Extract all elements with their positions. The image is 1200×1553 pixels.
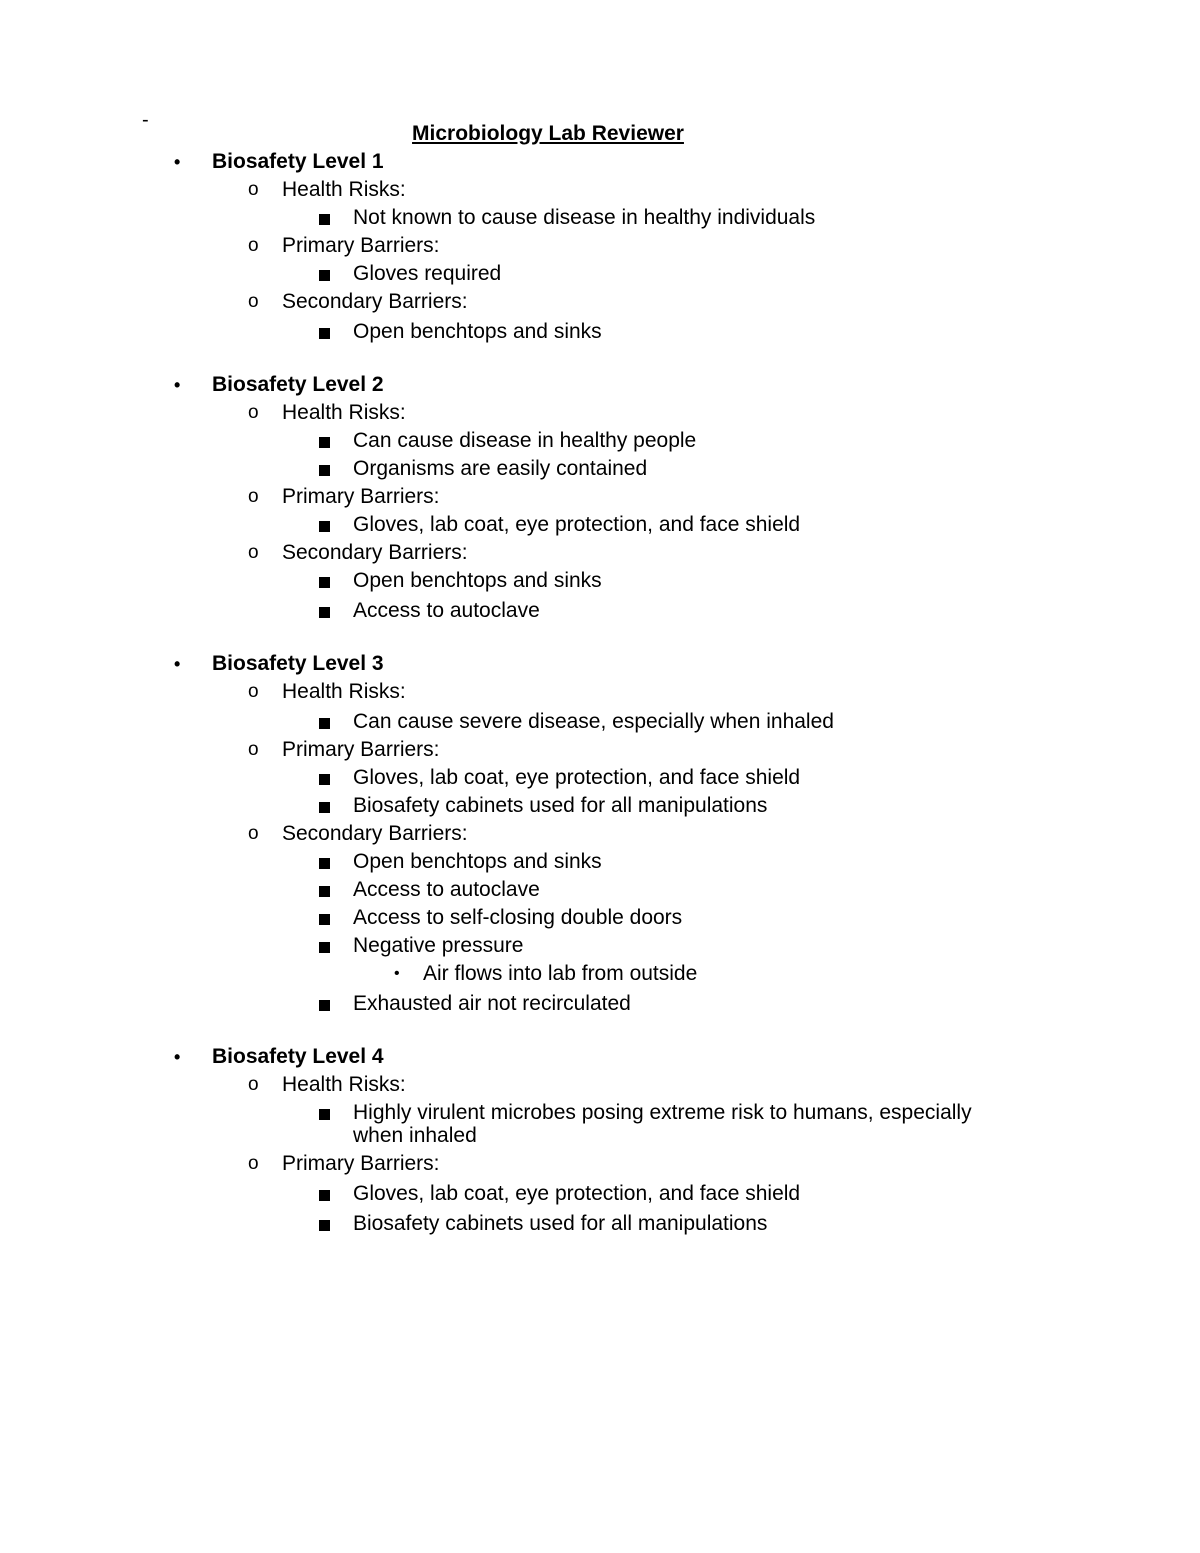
list-item-text: Gloves, lab coat, eye protection, and face shield — [353, 513, 801, 536]
subsection-label: Health Risks: — [282, 1073, 406, 1096]
bullet-square-icon — [319, 1190, 330, 1201]
level-title: Biosafety Level 1 — [212, 150, 384, 173]
subsection-heading — [0, 483, 1200, 511]
subsection-label: Health Risks: — [282, 178, 406, 201]
list-item — [0, 932, 1200, 960]
bullet-circle-icon: o — [248, 1153, 259, 1174]
bullet-square-icon — [319, 942, 330, 953]
list-item-text: Gloves, lab coat, eye protection, and face shield — [353, 1182, 801, 1205]
list-item-text: Can cause disease in healthy people — [353, 429, 697, 452]
bullet-circle-icon: o — [248, 823, 259, 844]
level-title: Biosafety Level 3 — [212, 652, 384, 675]
subsection-heading — [0, 678, 1200, 706]
list-item-text: Negative pressure — [353, 934, 524, 957]
bullet-circle-icon: o — [248, 179, 259, 200]
bullet-dot-icon: • — [174, 152, 181, 172]
outline — [0, 148, 1200, 1238]
level-heading — [0, 1043, 1200, 1071]
bullet-square-icon — [319, 437, 330, 448]
bullet-circle-icon: o — [248, 402, 259, 423]
subsection-label: Secondary Barriers: — [282, 822, 468, 845]
list-item-text: Can cause severe disease, especially when inhaled — [353, 710, 834, 733]
subsection-label: Secondary Barriers: — [282, 290, 468, 313]
list-subitem-text: Air flows into lab from outside — [423, 962, 698, 985]
list-item-text: Access to autoclave — [353, 878, 540, 901]
level-title: Biosafety Level 2 — [212, 373, 384, 396]
bullet-square-icon — [319, 858, 330, 869]
bullet-circle-icon: o — [248, 1074, 259, 1095]
document-title: Microbiology Lab Reviewer — [412, 122, 684, 145]
list-item — [0, 764, 1200, 792]
list-item-text: Not known to cause disease in healthy individuals — [353, 206, 816, 229]
bullet-square-icon — [319, 521, 330, 532]
subsection-label: Primary Barriers: — [282, 485, 440, 508]
subsection-heading — [0, 1071, 1200, 1099]
bullet-circle-icon: o — [248, 739, 259, 760]
subsection-heading — [0, 1150, 1200, 1178]
list-item — [0, 260, 1200, 288]
bullet-circle-icon: o — [248, 235, 259, 256]
level-heading — [0, 650, 1200, 678]
list-item-text: Access to autoclave — [353, 599, 540, 622]
list-item — [0, 204, 1200, 232]
bullet-circle-icon: o — [248, 542, 259, 563]
list-item — [0, 455, 1200, 483]
list-item — [0, 708, 1200, 736]
subsection-heading — [0, 539, 1200, 567]
list-item-text: Exhausted air not recirculated — [353, 992, 631, 1015]
subsection-label: Primary Barriers: — [282, 234, 440, 257]
level-heading — [0, 371, 1200, 399]
list-item-text: Access to self-closing double doors — [353, 906, 683, 929]
list-item — [0, 990, 1200, 1018]
list-item — [0, 567, 1200, 595]
list-item — [0, 318, 1200, 346]
list-item — [0, 597, 1200, 625]
subsection-heading — [0, 288, 1200, 316]
list-item — [0, 1180, 1200, 1208]
list-item-text: Organisms are easily contained — [353, 457, 648, 480]
subsection-heading — [0, 176, 1200, 204]
bullet-square-icon — [319, 1220, 330, 1231]
bullet-dot-icon: • — [394, 965, 400, 982]
list-item-text: Open benchtops and sinks — [353, 850, 602, 873]
subsection-heading — [0, 399, 1200, 427]
list-item-text: Gloves, lab coat, eye protection, and face shield — [353, 766, 801, 789]
bullet-square-icon — [319, 577, 330, 588]
dash-mark: - — [142, 109, 149, 131]
bullet-square-icon — [319, 328, 330, 339]
bullet-dot-icon: • — [174, 375, 181, 395]
bullet-circle-icon: o — [248, 486, 259, 507]
bullet-square-icon — [319, 1109, 330, 1120]
list-item-text: Highly virulent microbes posing extreme risk to humans, especially when inhaled — [353, 1101, 972, 1147]
subsection-heading — [0, 736, 1200, 764]
bullet-square-icon — [319, 802, 330, 813]
bullet-square-icon — [319, 270, 330, 281]
subsection-label: Health Risks: — [282, 401, 406, 424]
list-item — [0, 1210, 1200, 1238]
bullet-square-icon — [319, 1000, 330, 1011]
bullet-circle-icon: o — [248, 681, 259, 702]
bullet-dot-icon: • — [174, 654, 181, 674]
level-title: Biosafety Level 4 — [212, 1045, 384, 1068]
subsection-heading — [0, 820, 1200, 848]
list-item-text: Biosafety cabinets used for all manipulations — [353, 1212, 768, 1235]
subsection-label: Primary Barriers: — [282, 738, 440, 761]
list-item — [0, 1099, 1200, 1150]
list-item-text: Open benchtops and sinks — [353, 569, 602, 592]
bullet-square-icon — [319, 607, 330, 618]
list-item — [0, 511, 1200, 539]
level-heading — [0, 148, 1200, 176]
bullet-square-icon — [319, 914, 330, 925]
list-item-text: Open benchtops and sinks — [353, 320, 602, 343]
list-item — [0, 427, 1200, 455]
subsection-label: Secondary Barriers: — [282, 541, 468, 564]
list-item — [0, 848, 1200, 876]
list-item — [0, 876, 1200, 904]
list-item — [0, 792, 1200, 820]
subsection-heading — [0, 232, 1200, 260]
bullet-square-icon — [319, 718, 330, 729]
list-item-text: Gloves required — [353, 262, 502, 285]
subsection-label: Primary Barriers: — [282, 1152, 440, 1175]
bullet-circle-icon: o — [248, 291, 259, 312]
list-item — [0, 904, 1200, 932]
bullet-square-icon — [319, 214, 330, 225]
list-subitem — [0, 960, 1200, 988]
bullet-square-icon — [319, 886, 330, 897]
bullet-dot-icon: • — [174, 1047, 181, 1067]
bullet-square-icon — [319, 465, 330, 476]
subsection-label: Health Risks: — [282, 680, 406, 703]
bullet-square-icon — [319, 774, 330, 785]
list-item-text: Biosafety cabinets used for all manipulations — [353, 794, 768, 817]
